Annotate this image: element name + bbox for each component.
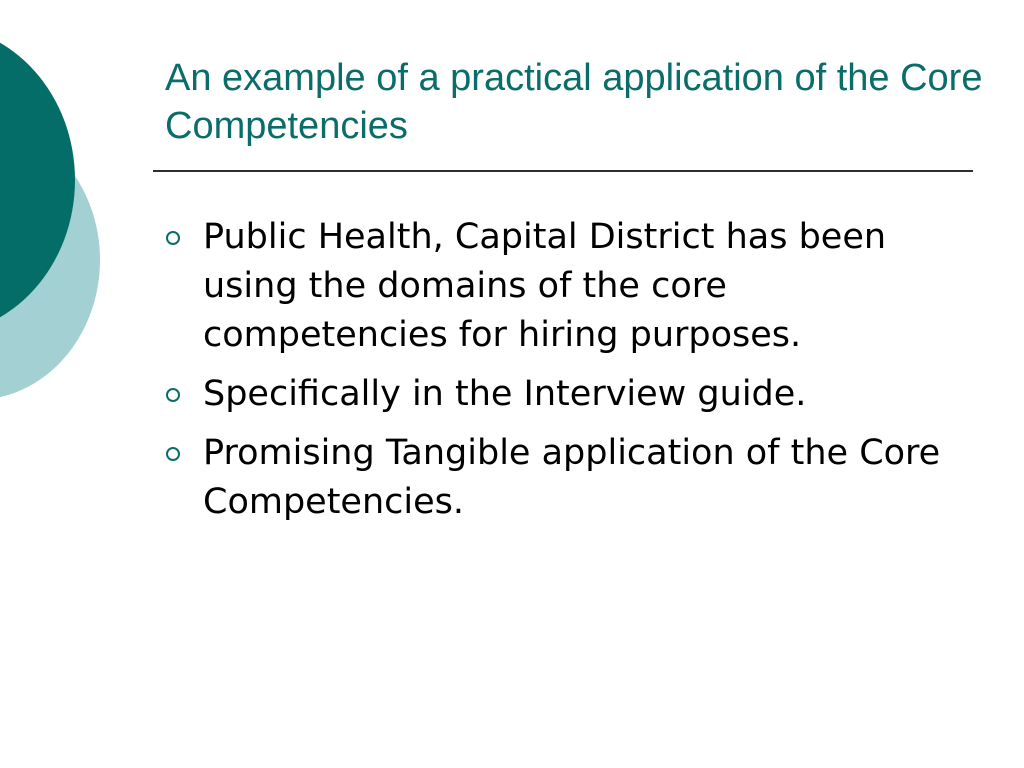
hollow-circle-icon (166, 447, 180, 461)
hollow-circle-icon (166, 231, 180, 245)
hollow-circle-icon (166, 388, 180, 402)
bullet-text: Public Health, Capital District has been using the domains of the core competencies for hiring purposes. (203, 217, 887, 355)
slide-title: An example of a practical application of the Core Competencies (165, 57, 983, 147)
bullet-text: Specifically in the Interview guide. (203, 374, 807, 414)
title-divider (153, 170, 973, 172)
bullet-list (163, 213, 963, 537)
bullet-text: Promising Tangible application of the Core Competencies. (203, 433, 941, 522)
bullet-item (163, 370, 963, 419)
bullet-item (163, 429, 963, 527)
bullet-item (163, 213, 963, 360)
